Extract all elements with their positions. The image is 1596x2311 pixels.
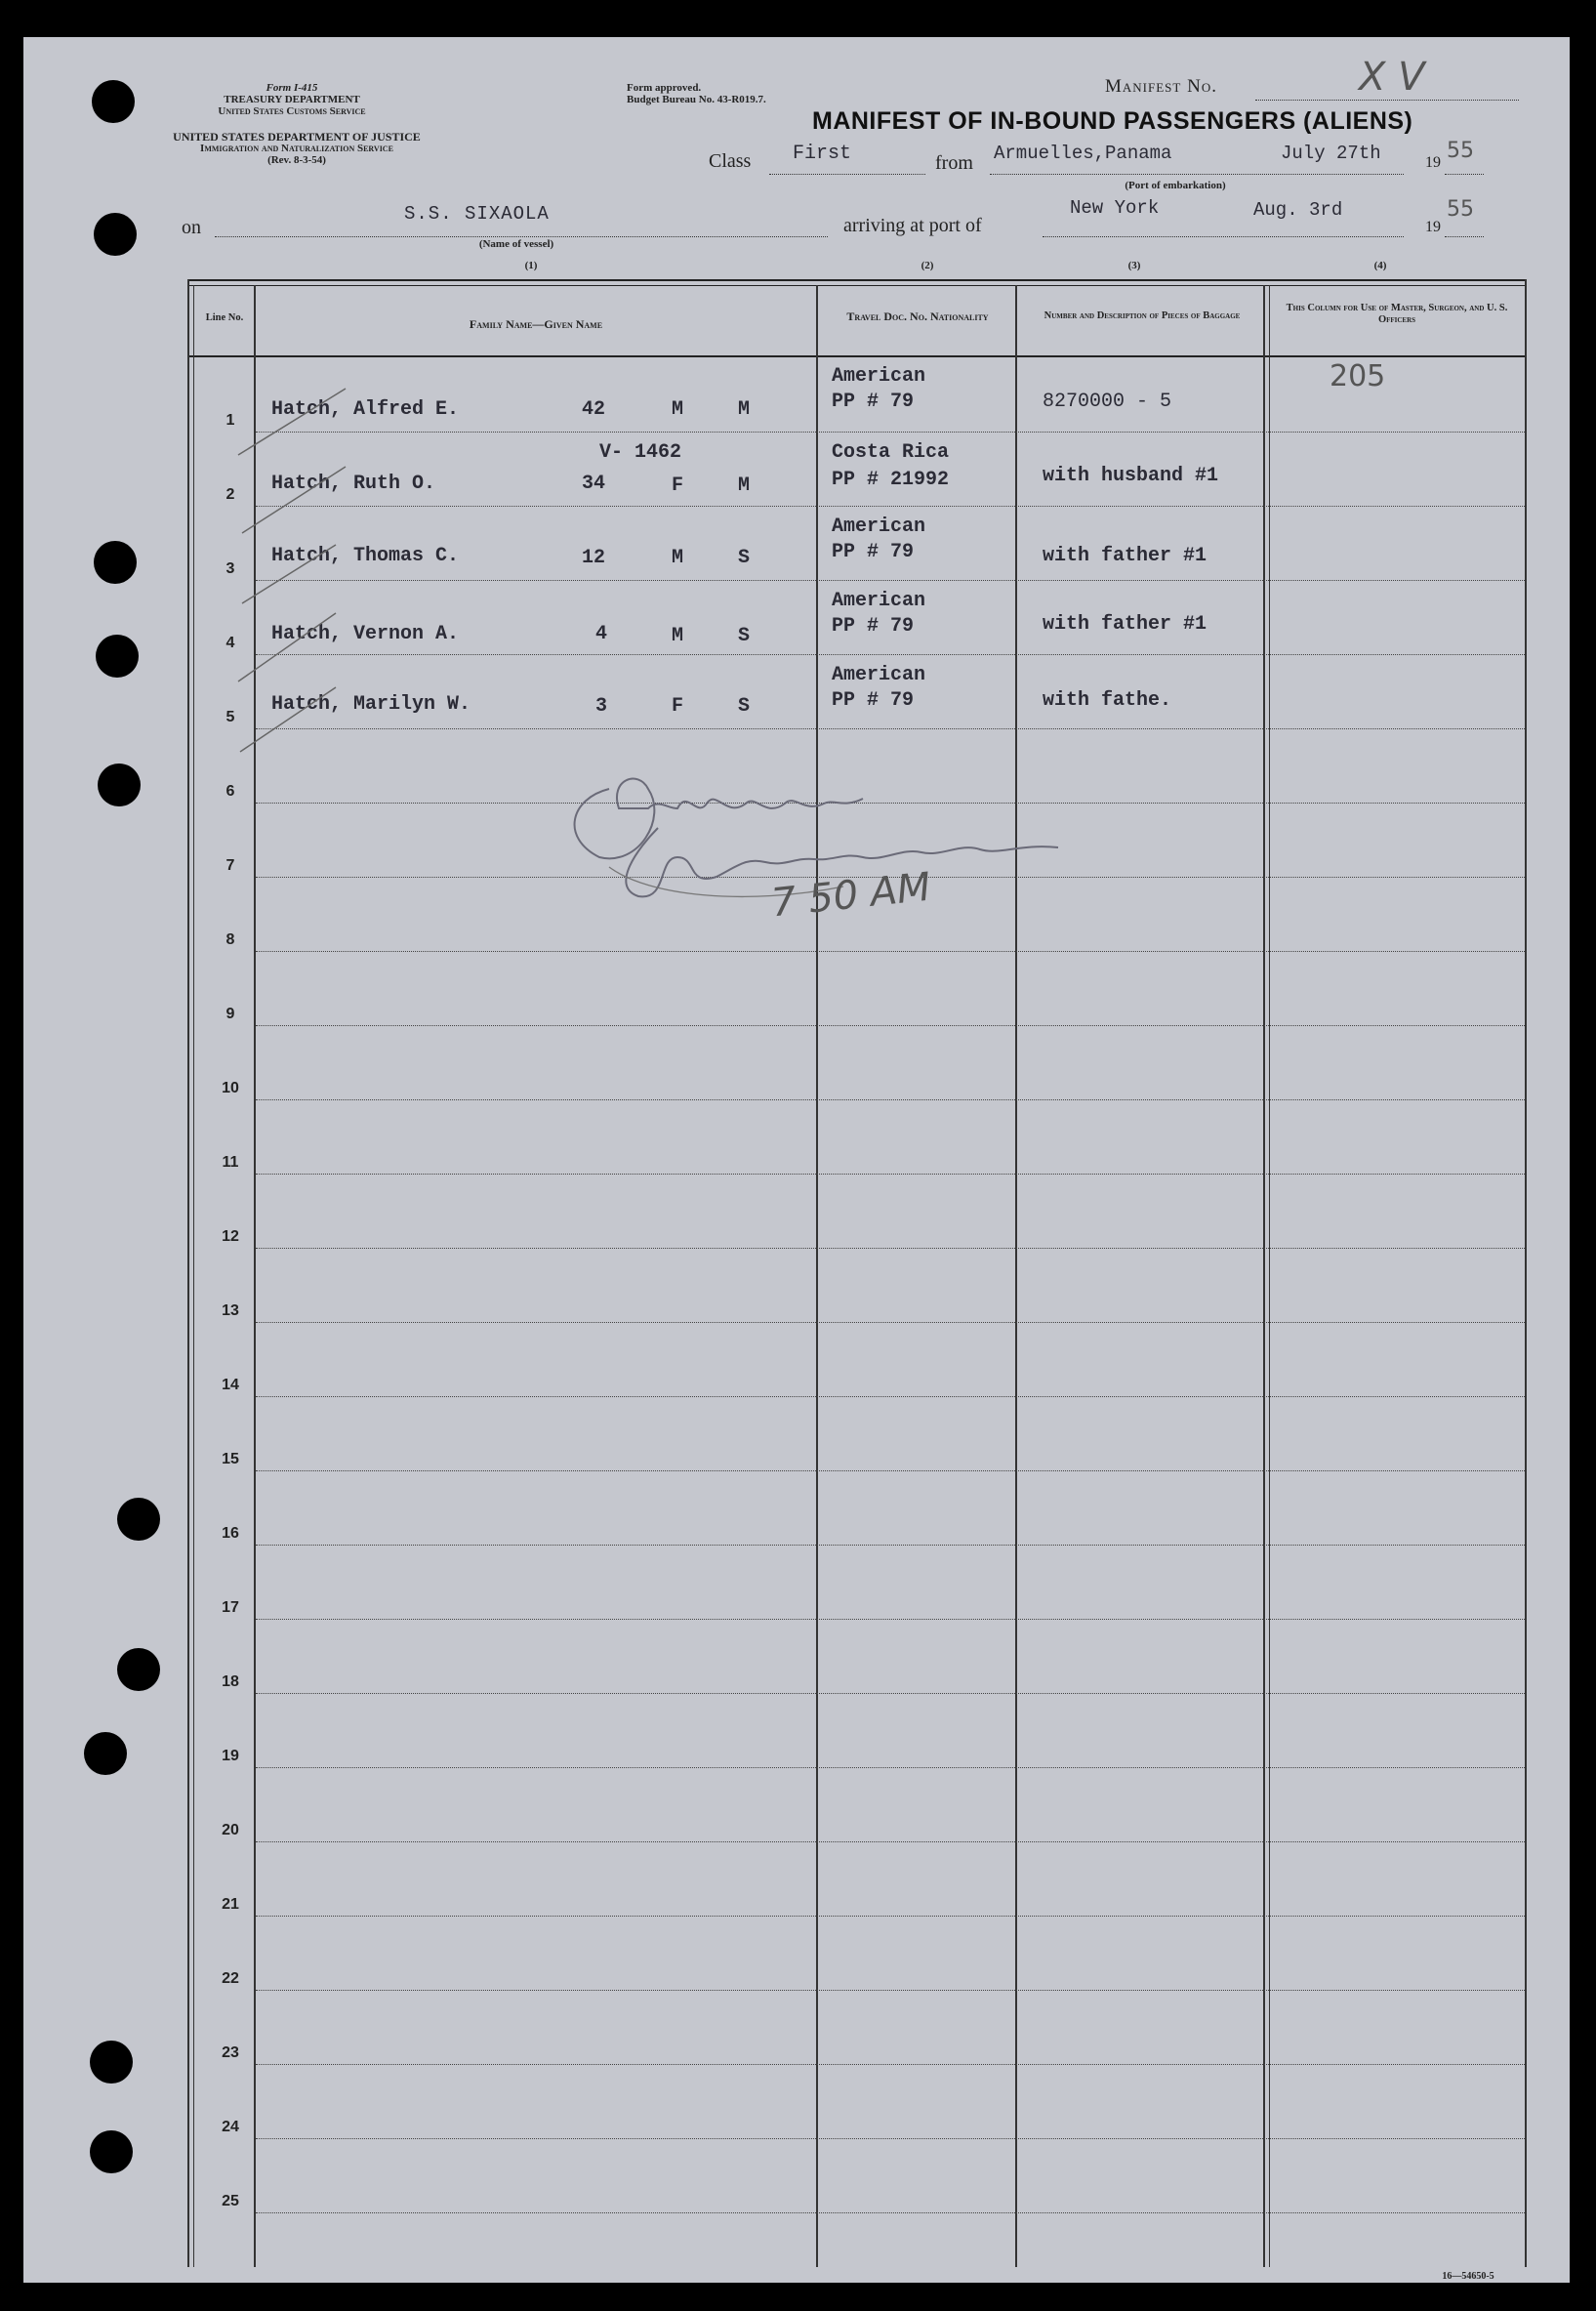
passenger-baggage: 8270000 - 5 (1043, 391, 1172, 413)
line-number: 11 (222, 1154, 239, 1171)
binder-hole (96, 635, 139, 678)
table-left-inner (193, 285, 194, 2267)
form-budget: Budget Bureau No. 43-R019.7. (627, 94, 766, 105)
line-number: 24 (222, 2119, 239, 2135)
arrival-port: New York (1070, 197, 1160, 219)
passenger-nationality: American (832, 664, 926, 686)
line-number: 6 (225, 783, 235, 800)
binder-hole (84, 1732, 127, 1775)
row-rule (256, 432, 1525, 433)
manifest-no-line (1255, 100, 1519, 101)
line-number: 23 (222, 2044, 239, 2061)
binder-hole (94, 541, 137, 584)
binder-hole (98, 763, 141, 806)
row-rule (256, 951, 1525, 952)
passenger-age: 3 (595, 695, 608, 718)
line-number: 2 (225, 486, 235, 503)
passenger-sex: F (672, 695, 684, 718)
arrival-year-prefix: 19 (1425, 219, 1441, 235)
check-marks (228, 359, 385, 769)
row-rule (256, 1990, 1525, 1991)
col-head-line: Line No. (205, 312, 244, 323)
arrival-date: Aug. 3rd (1253, 199, 1343, 221)
table-header-rule (187, 355, 1527, 357)
passenger-name: Hatch, Marilyn W. (271, 693, 471, 716)
col-head-doc: Travel Doc. No. Nationality (846, 310, 989, 323)
from-line (990, 174, 1404, 175)
line-number: 19 (222, 1748, 239, 1764)
row-rule (256, 1025, 1525, 1026)
passenger-visa: V- 1462 (599, 441, 682, 464)
passenger-status: S (738, 695, 751, 718)
row-rule (256, 2212, 1525, 2213)
line-number: 22 (222, 1970, 239, 1987)
class-value: First (793, 143, 852, 165)
passenger-sex: M (672, 625, 684, 647)
line-number: 16 (222, 1525, 239, 1542)
passenger-doc: PP # 79 (832, 541, 915, 563)
baggage-divider (1263, 285, 1265, 2267)
form-ins: Immigration and Naturalization Service (200, 143, 393, 154)
vessel-value: S.S. SIXAOLA (404, 203, 550, 225)
passenger-baggage: with fathe. (1043, 689, 1172, 712)
row-rule (256, 1841, 1525, 1842)
binder-hole (92, 80, 135, 123)
col-num-4: (4) (1373, 260, 1387, 271)
baggage-divider-inner (1269, 285, 1270, 2267)
passenger-sex: M (672, 398, 684, 421)
passenger-doc: PP # 21992 (832, 469, 950, 491)
line-number: 13 (222, 1302, 239, 1319)
passenger-name: Hatch, Alfred E. (271, 398, 460, 421)
table-right-border (1525, 279, 1527, 2267)
col-head-officers: This Column for Use of Master, Surgeon, and U. S. Officers (1286, 303, 1508, 325)
row-rule (256, 1545, 1525, 1546)
row-rule (256, 1396, 1525, 1397)
col-head-baggage: Number and Description of Pieces of Baggage (1044, 310, 1241, 321)
row-rule (256, 1470, 1525, 1471)
passenger-doc: PP # 79 (832, 615, 915, 638)
col-num-1: (1) (524, 260, 538, 271)
form-rev: (Rev. 8-3-54) (267, 154, 326, 166)
form-id-block (170, 82, 414, 117)
on-label: on (182, 217, 201, 238)
year-value: 55 (1447, 139, 1474, 163)
passenger-baggage: with father #1 (1043, 613, 1207, 636)
arrival-year-line (1445, 236, 1484, 237)
arrival-line (1043, 236, 1404, 237)
table-left-border (187, 279, 189, 2267)
line-number: 20 (222, 1822, 239, 1838)
footer-code: 16—54650-5 (1442, 2271, 1494, 2282)
passenger-age: 12 (582, 547, 606, 569)
table-top-border-inner (187, 285, 1527, 286)
binder-hole (117, 1648, 160, 1691)
row-rule (256, 1767, 1525, 1768)
line-number: 15 (222, 1451, 239, 1467)
form-dept: TREASURY DEPARTMENT (224, 94, 360, 105)
form-approval (627, 82, 822, 105)
passenger-age: 4 (595, 623, 608, 645)
passenger-baggage: with husband #1 (1043, 465, 1219, 487)
line-number: 4 (225, 635, 235, 651)
line-number: 5 (225, 709, 235, 725)
col-num-3: (3) (1127, 260, 1141, 271)
line-number: 7 (225, 857, 235, 874)
line-number: 21 (222, 1896, 239, 1913)
form-approved: Form approved. (627, 82, 702, 94)
passenger-sex: M (672, 547, 684, 569)
year-prefix: 19 (1425, 154, 1441, 171)
port-value: Armuelles,Panama (994, 143, 1172, 164)
manifest-page (23, 37, 1570, 2283)
row-rule (256, 1693, 1525, 1694)
passenger-doc: PP # 79 (832, 689, 915, 712)
form-number: Form I-415 (266, 82, 318, 94)
row-rule (256, 1174, 1525, 1175)
passenger-status: S (738, 547, 751, 569)
col-num-2: (2) (921, 260, 934, 271)
inspection-time: 7 50 AM (769, 864, 933, 927)
class-line (769, 174, 925, 175)
passenger-nationality: American (832, 365, 926, 388)
passenger-sex: F (672, 475, 684, 497)
line-number: 25 (222, 2193, 239, 2209)
vessel-caption: (Name of vessel) (478, 238, 554, 250)
row-rule (256, 580, 1525, 581)
line-number: 3 (225, 560, 235, 577)
row-rule (256, 1322, 1525, 1323)
passenger-doc: PP # 79 (832, 391, 915, 413)
passenger-age: 34 (582, 473, 606, 495)
arrival-year: 55 (1447, 197, 1474, 222)
port-caption: (Port of embarkation) (1125, 180, 1226, 191)
row-rule (256, 1916, 1525, 1917)
binder-hole (90, 2130, 133, 2173)
passenger-name: Hatch, Ruth O. (271, 473, 436, 495)
arriving-label: arriving at port of (843, 215, 982, 236)
officer-note: 205 (1330, 359, 1386, 393)
passenger-status: S (738, 625, 751, 647)
row-rule (256, 2138, 1525, 2139)
passenger-baggage: with father #1 (1043, 545, 1207, 567)
line-number: 8 (225, 931, 235, 948)
date-value: July 27th (1281, 143, 1381, 164)
col-head-name: Family Name—Given Name (469, 317, 603, 331)
binder-hole (90, 2041, 133, 2084)
line-number: 10 (222, 1080, 239, 1096)
line-number: 14 (222, 1377, 239, 1393)
row-rule (256, 654, 1525, 655)
year-line (1445, 174, 1484, 175)
row-rule (256, 1099, 1525, 1100)
form-service: United States Customs Service (218, 105, 366, 117)
passenger-name: Hatch, Thomas C. (271, 545, 460, 567)
passenger-nationality: American (832, 516, 926, 538)
table-top-border (187, 279, 1527, 281)
row-rule (256, 2064, 1525, 2065)
binder-hole (117, 1498, 160, 1541)
line-number: 9 (225, 1006, 235, 1022)
passenger-age: 42 (582, 398, 606, 421)
line-number: 18 (222, 1673, 239, 1690)
class-label: Class (709, 150, 752, 172)
passenger-name: Hatch, Vernon A. (271, 623, 460, 645)
line-number: 12 (222, 1228, 239, 1245)
manifest-no-value: X V (1359, 55, 1425, 100)
doc-divider (1015, 285, 1017, 2267)
passenger-status: M (738, 475, 751, 497)
row-rule (256, 506, 1525, 507)
line-number: 17 (222, 1599, 239, 1616)
name-divider (816, 285, 818, 2267)
form-justice: UNITED STATES DEPARTMENT OF JUSTICE (173, 130, 421, 144)
manifest-title: MANIFEST OF IN-BOUND PASSENGERS (ALIENS) (812, 107, 1413, 135)
passenger-status: M (738, 398, 751, 421)
from-label: from (935, 152, 973, 174)
form-justice-block (150, 131, 443, 166)
row-rule (256, 728, 1525, 729)
manifest-no-label: Manifest No. (1105, 76, 1217, 97)
passenger-nationality: American (832, 590, 926, 612)
passenger-nationality: Costa Rica (832, 441, 950, 464)
row-rule (256, 1248, 1525, 1249)
vessel-line (215, 236, 828, 237)
row-rule (256, 1619, 1525, 1620)
line-number: 1 (225, 412, 235, 429)
binder-hole (94, 213, 137, 256)
